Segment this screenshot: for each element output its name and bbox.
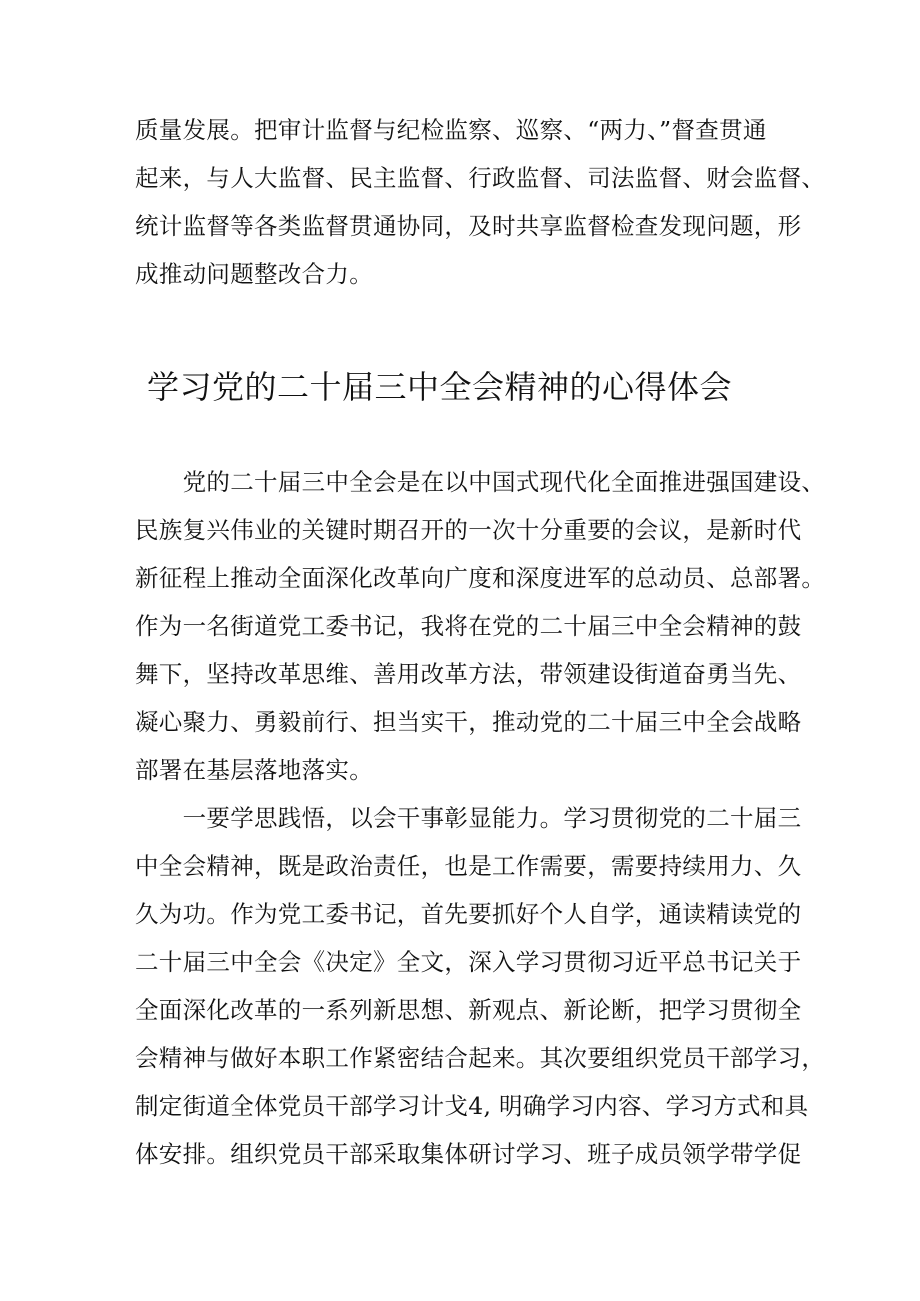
paragraph2-line: 一要学思践悟，以会干事彰显能力。学习贯彻党的二十届三 <box>135 804 802 832</box>
paragraph1-line: 凝心聚力、勇毅前行、担当实干，推动党的二十届三中全会战略 <box>135 708 802 736</box>
paragraph2-line: 中全会精神，既是政治责任，也是工作需要，需要持续用力、久 <box>135 852 802 880</box>
paragraph1-line: 作为一名街道党工委书记，我将在党的二十届三中全会精神的鼓 <box>135 612 802 640</box>
paragraph2-line: 制定街道全体党员干部学习计戈4, 明确学习内容、学习方式和具 <box>135 1092 809 1120</box>
section-title: 学习党的二十届三中全会精神的心得体会 <box>147 368 733 406</box>
intro-line: 质量发展。把审计监督与纪检监察、巡察、“两力、”督查贯通 <box>135 116 767 144</box>
paragraph1-line: 民族复兴伟业的关键时期召开的一次十分重要的会议，是新时代 <box>135 516 802 544</box>
intro-line: 成推动问题整改合力。 <box>135 260 373 288</box>
paragraph2-line: 会精神与做好本职工作紧密结合起来。其次要组织党员干部学习， <box>135 1044 826 1072</box>
paragraph2-line: 全面深化改革的一系列新思想、新观点、新论断，把学习贯彻全 <box>135 996 802 1024</box>
paragraph2-line: 二十届三中全会《决定》全文，深入学习贯彻习近平总书记关于 <box>135 948 802 976</box>
paragraph1-line: 部署在基层落地落实。 <box>135 756 373 784</box>
intro-line: 统计监督等各类监督贯通协同，及时共享监督检查发现问题，形 <box>135 212 802 240</box>
paragraph2-line: 体安排。组织党员干部采取集体研讨学习、班子成员领学带学促 <box>135 1140 802 1168</box>
paragraph1-line: 舞下，坚持改革思维、善用改革方法，带领建设街道奋勇当先、 <box>135 660 802 688</box>
paragraph2-line: 久为功。作为党工委书记，首先要抓好个人自学，通读精读党的 <box>135 900 802 928</box>
intro-line: 起来，与人大监督、民主监督、行政监督、司法监督、财会监督、 <box>135 164 826 192</box>
paragraph1-line: 新征程上推动全面深化改革向广度和深度进军的总动员、总部署。 <box>135 564 826 592</box>
paragraph1-line: 党的二十届三中全会是在以中国式现代化全面推进强国建设、 <box>135 468 826 496</box>
